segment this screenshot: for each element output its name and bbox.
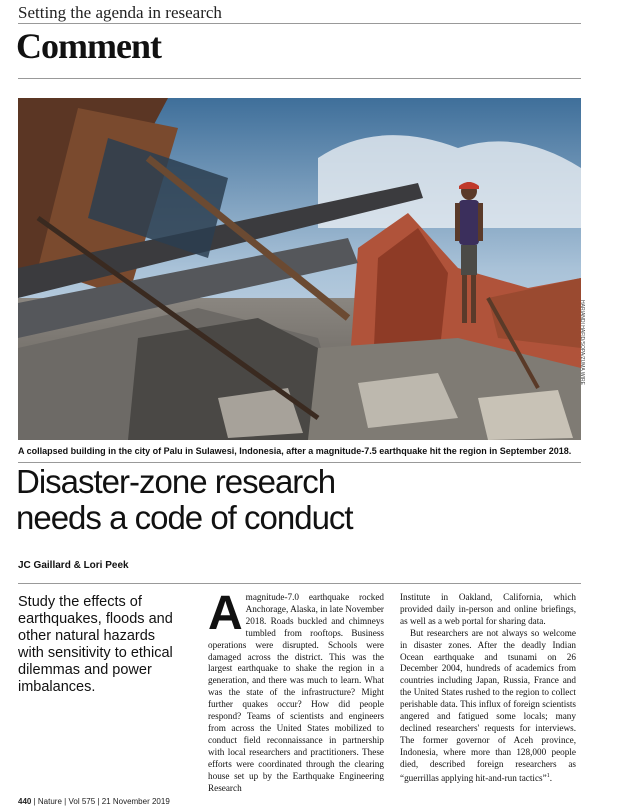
photo-credit: HARIANDI HAFID/SOPA/ZUMA WIRE — [579, 300, 585, 385]
article-photo — [18, 98, 581, 440]
body-paragraph-2 — [400, 628, 576, 785]
body-column-1 — [208, 587, 384, 794]
header-rule — [18, 78, 581, 79]
byline-rule — [18, 583, 581, 584]
journal-volume: Vol 575 — [68, 797, 96, 806]
body-column-2 — [400, 592, 576, 785]
drop-cap: A — [208, 587, 243, 640]
issue-date: 21 November 2019 — [101, 797, 170, 806]
headline-line-2: needs a code of conduct — [16, 499, 353, 536]
footer-separator: | — [97, 797, 100, 806]
section-label: Setting the agenda in research — [18, 3, 222, 22]
footer-separator: | — [33, 797, 36, 806]
page-number: 440 — [18, 797, 32, 806]
journal-name: Nature — [37, 797, 62, 806]
footer-separator: | — [64, 797, 67, 806]
earthquake-rubble-image — [18, 98, 581, 440]
page-footer — [18, 797, 170, 806]
byline: JC Gaillard & Lori Peek — [18, 560, 129, 571]
body-text-col1: magnitude-7.0 earthquake rocked Anchorage, Alaska, in late November 2018. Roads buckled and chimneys tumbled from rooftops. Business operations were disrupted. Schools were damaged across the district. This was the largest earthquake to shake the region in a generation, and there was much to learn. What was the state of the infrastructure? Might further quakes occur? How did people respond? Teams of scientists and engineers from across the United States mobilized to conduct field reconnaissance in partnership with local researchers and practitioners. These efforts were coordinated through the clearing house set up by the Earthquake Engineering Research — [208, 592, 384, 793]
top-rule — [18, 23, 581, 24]
headline-line-1: Disaster-zone research — [16, 463, 336, 500]
article-headline — [16, 464, 586, 536]
photo-caption: A collapsed building in the city of Palu in Sulawesi, Indonesia, after a magnitude-7.5 earthquake hit the region in September 2018. — [18, 446, 572, 456]
body-paragraph-1: Institute in Oakland, California, which provided daily in-person and online briefings, as well as a web portal for sharing data. — [400, 592, 576, 626]
body-paragraph-2-text: But researchers are not always so welcome in disaster zones. After the deadly Indian Ocean earthquake and tsunami on 26 December 2004, hundreds of academics from countries including Japan, Russia, France and the United States rushed to the region to collect perishable data. This influx of foreign scientists angered and fatigued some locals; many declined researchers' requests for interviews. The former governor of Aceh province, Indonesia, where more than 128,000 people died, described foreign researchers as “guerrillas applying hit-and-run tactics” — [400, 627, 576, 783]
reference-marker: 1 — [546, 772, 550, 779]
category-title: Comment — [16, 26, 161, 66]
standfirst: Study the effects of earthquakes, floods and other natural hazards with sensitivity to ethical dilemmas and power imbalances. — [18, 594, 173, 695]
paragraph-end: . — [549, 772, 552, 783]
